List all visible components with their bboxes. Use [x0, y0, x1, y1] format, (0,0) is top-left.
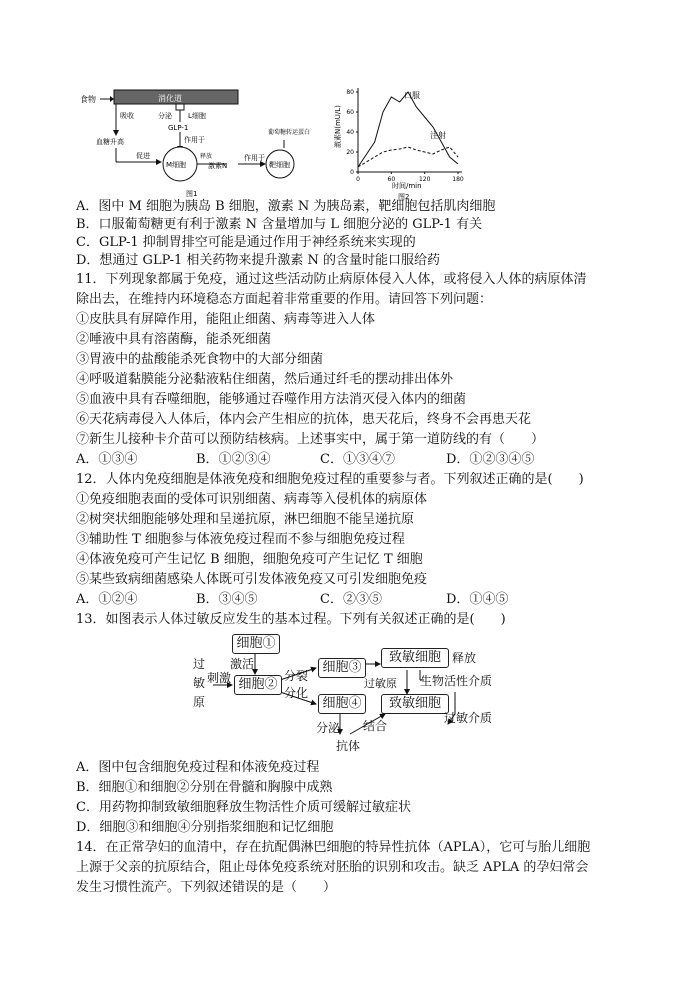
glucose-transporter-label: 葡萄糖转运蛋白 [268, 129, 311, 136]
chart-xtick-label: 120 [418, 176, 431, 183]
chart-xlabel: 时间/min [392, 182, 422, 190]
glp1-label: GLP-1 [168, 124, 189, 132]
q13-option-b[interactable]: B．细胞①和细胞②分别在骨髓和胸腺中成熟 [76, 780, 333, 795]
differentiate-label: 分化 [284, 686, 309, 700]
q11-item-1: ①皮肤具有屏障作用，能阻止细菌、病毒等进入人体 [76, 312, 376, 327]
series-oral-label: 口服 [404, 91, 420, 100]
q11-item-2: ②唾液中具有溶菌酶，能杀死细菌 [76, 332, 272, 347]
q13-option-d[interactable]: D．细胞③和细胞④分别指浆细胞和记忆细胞 [76, 820, 334, 835]
chart-ytick-label: 40 [346, 129, 354, 136]
chart-ytick-label: 20 [346, 149, 354, 156]
q11-item-4: ④呼吸道黏膜能分泌黏液粘住细菌，然后通过纤毛的摆动排出体外 [76, 372, 454, 387]
chart-xtick-label: 60 [387, 176, 396, 183]
q14-stem-3: 发生习惯性流产。下列叙述错误的是（ ） [76, 880, 337, 895]
bioactive-label: 生物活性介质 [420, 674, 493, 688]
q11-stem-1: 11．下列现象都属于免疫，通过这些活动防止病原体侵入人体，或将侵入人体的病原体清 [76, 272, 587, 287]
food-label: 食物 [80, 95, 96, 104]
series-injection-label: 注射 [430, 131, 446, 140]
q12-item-3: ③辅助性 T 细胞参与体液免疫过程而不参与细胞免疫过程 [76, 532, 405, 547]
divide-label: 分裂 [284, 669, 309, 683]
cell-4-box: 细胞④ [318, 694, 366, 714]
combine-label: 结合 [363, 719, 388, 733]
chart-xtick-label: 0 [356, 176, 360, 183]
series-injection-line [358, 147, 458, 167]
l-cell-label: L细胞 [188, 112, 206, 120]
q12-stem: 12．人体内免疫细胞是体液免疫和细胞免疫过程的重要参与者。下列叙述正确的是( ) [76, 472, 584, 487]
allergy-diagram-arrows [180, 630, 520, 756]
figure-2-caption: 图2 [398, 193, 410, 201]
allergen-label-1: 过 [193, 657, 206, 671]
q10-option-b: B．口服葡萄糖更有利于激素 N 含量增加与 L 细胞分泌的 GLP-1 有关 [76, 217, 483, 232]
q11-option-c[interactable]: C．①③④⑦ [320, 452, 395, 467]
q13-stem: 13．如图表示人体过敏反应发生的基本过程。下列有关叙述正确的是( ) [76, 612, 506, 627]
figure-1-caption: 图1 [186, 190, 198, 198]
q11-option-a[interactable]: A．①③④ [76, 452, 138, 467]
antibody-label: 抗体 [336, 739, 361, 753]
allergen-2-label: 过敏原 [364, 677, 397, 690]
q10-option-d: D．想通过 GLP-1 相关药物来提升激素 N 的含量时能口服给药 [76, 253, 441, 268]
act-on2-label: 作用于 [244, 154, 265, 162]
absorb-label: 吸收 [120, 112, 134, 120]
allergen-label-3: 原 [193, 695, 206, 709]
q10-option-c: C．GLP-1 抑制胃排空可能是通过作用于神经系统来实现的 [76, 235, 416, 250]
cell-1-box: 细胞① [232, 634, 280, 654]
sensitized-cell-bottom-box: 致敏细胞 [381, 694, 449, 714]
q12-item-5: ⑤某些致病细菌感染人体既可引发体液免疫又可引发细胞免疫 [76, 572, 428, 587]
promote-label: 促进 [136, 152, 150, 160]
q11-option-b[interactable]: B．①②③④ [196, 452, 271, 467]
release-label-diagram: 释放 [452, 651, 477, 665]
q14-stem-1: 14．在正常孕妇的血清中，存在抗配偶淋巴细胞的特异性抗体（APLA），它可与胎儿细胞 [76, 840, 591, 855]
q11-option-d[interactable]: D．①②③④⑤ [446, 452, 535, 467]
act-on-label: 作用于 [184, 136, 205, 144]
cell-2-box: 细胞② [234, 675, 282, 695]
digestive-tract-label: 消化道 [158, 94, 182, 103]
hormone-n-label: 激素N [208, 162, 228, 170]
allergen-label-2: 敏 [193, 676, 206, 690]
allergic-mediator-label: 过敏介质 [444, 711, 493, 725]
q11-item-6: ⑥天花病毒侵入人体后，体内会产生相应的抗体，患天花后，终身不会再患天花 [76, 412, 532, 427]
q10-option-a: A．图中 M 细胞为胰岛 B 细胞，激素 N 为胰岛素，靶细胞包括肌肉细胞 [76, 199, 496, 214]
chart-ytick-label: 60 [346, 109, 354, 116]
q12-option-c[interactable]: C．②③⑤ [320, 592, 382, 607]
figure-2-chart [330, 78, 470, 202]
q14-stem-2: 上源于父亲的抗原结合，阻止母体免疫系统对胚胎的识别和攻击。缺乏 APLA 的孕妇常会 [76, 860, 589, 875]
q11-item-5: ⑤血液中具有吞噬细胞，能够通过吞噬作用方法消灭侵入体内的细菌 [76, 392, 467, 407]
secrete-label-diagram: 分泌 [316, 721, 341, 735]
chart-xtick-label: 180 [452, 176, 464, 183]
q12-option-a[interactable]: A．①②④ [76, 592, 138, 607]
q13-option-a[interactable]: A．图中包含细胞免疫过程和体液免疫过程 [76, 760, 320, 775]
q12-option-b[interactable]: B．③④⑤ [196, 592, 258, 607]
secrete-label: 分泌 [158, 112, 172, 120]
q12-option-d[interactable]: D．①④⑤ [446, 592, 509, 607]
release-label: 释放 [200, 153, 213, 160]
q12-item-2: ②树突状细胞能够处理和呈递抗原，淋巴细胞不能呈递抗原 [76, 512, 415, 527]
q11-stem-2: 除出去，在维持内环境稳态方面起着非常重要的作用。请回答下列问题： [76, 292, 493, 307]
chart-ylabel: 激素N(mU/L) [334, 105, 342, 148]
q11-item-3: ③胃液中的盐酸能杀死食物中的大部分细菌 [76, 352, 324, 367]
sensitized-cell-top-box: 致敏细胞 [381, 648, 449, 668]
q12-item-4: ④体液免疫可产生记忆 B 细胞，细胞免疫可产生记忆 T 细胞 [76, 552, 423, 567]
chart-ytick-label: 0 [350, 169, 354, 176]
m-cell-label: M细胞 [166, 161, 187, 169]
figure-1 [76, 82, 316, 200]
blood-sugar-label: 血糖升高 [96, 138, 124, 146]
activate-label: 激活 [230, 657, 255, 671]
q12-item-1: ①免疫细胞表面的受体可识别细菌、病毒等入侵机体的病原体 [76, 492, 428, 507]
series-oral-line [358, 92, 458, 167]
q13-option-c[interactable]: C．用药物抑制致敏细胞释放生物活性介质可缓解过敏症状 [76, 800, 411, 815]
q11-item-7: ⑦新生儿接种卡介苗可以预防结核病。上述事实中，属于第一道防线的有（ ） [76, 432, 545, 447]
stimulate-label: 刺激 [207, 671, 232, 685]
cell-3-box: 细胞③ [318, 658, 366, 678]
chart-ytick-label: 80 [346, 89, 354, 96]
target-cell-label: 靶细胞 [269, 161, 290, 169]
